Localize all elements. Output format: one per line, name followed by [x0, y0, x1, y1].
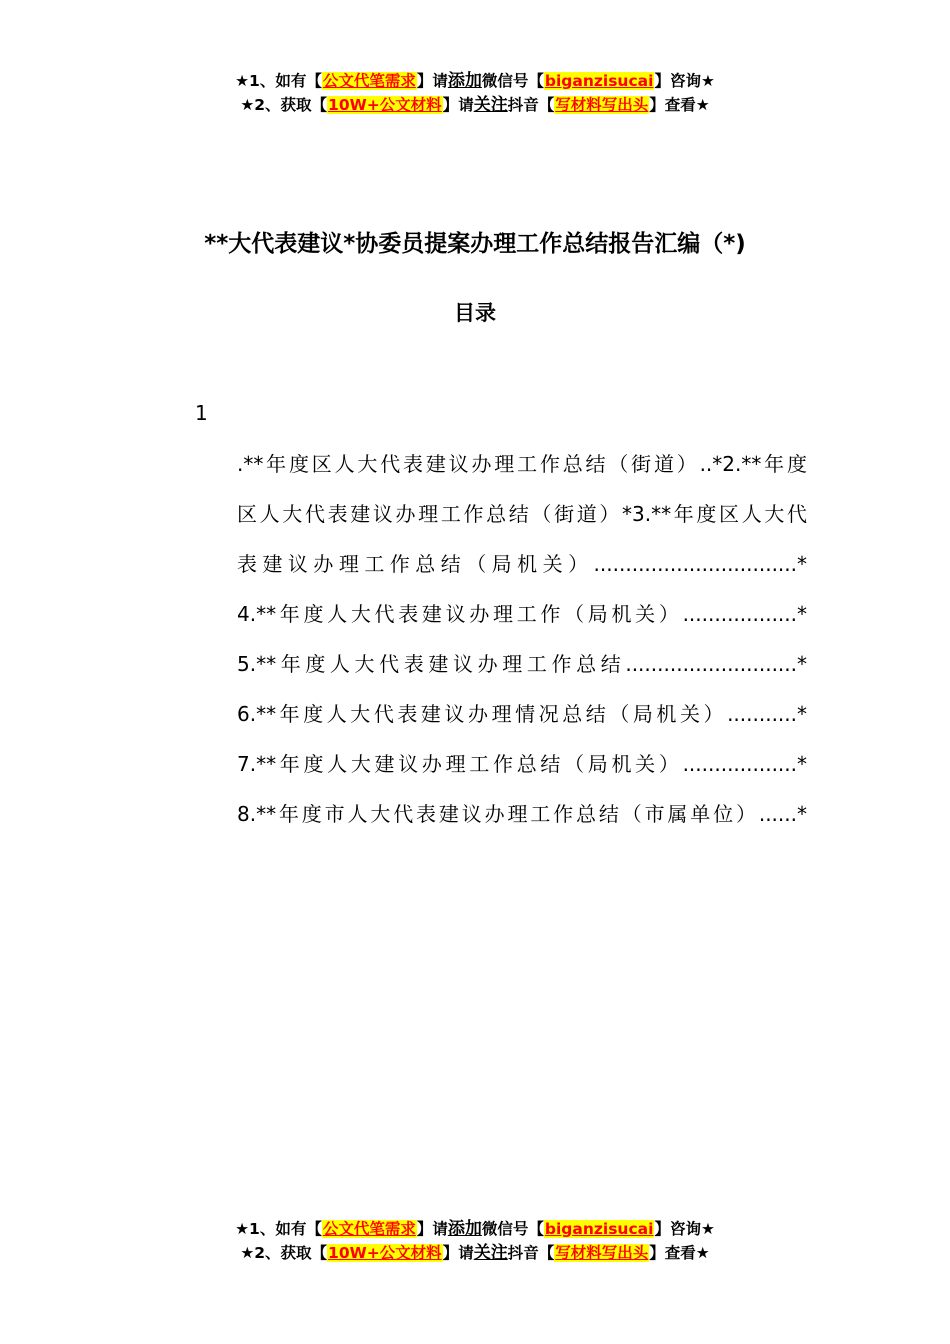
banner-text: 】查看★: [649, 96, 710, 114]
toc-line: 区人大代表建议办理工作总结（街道）*3.**年度区人大代: [237, 502, 807, 526]
toc-line: .**年度区人大代表建议办理工作总结（街道）..*2.**年度: [237, 452, 807, 476]
toc-line: 6.**年度人大代表建议办理情况总结（局机关）...........*: [237, 702, 807, 726]
banner-text: 微信号【: [481, 72, 544, 90]
banner-text: ★2、获取【: [240, 96, 328, 114]
banner-line-2: [0, 93, 950, 117]
banner-line-1: [0, 1217, 950, 1241]
banner-text: 微信号【: [481, 1220, 544, 1238]
toc-line: 7.**年度人大建议办理工作总结（局机关）..................*: [237, 752, 807, 776]
banner-line-1: [0, 69, 950, 93]
emphasis-follow: 关注: [473, 1243, 508, 1263]
toc-line: 表建议办理工作总结（局机关）................................*: [237, 552, 807, 576]
banner-text: 抖音【: [507, 1244, 555, 1262]
highlight-service[interactable]: 公文代笔需求: [322, 72, 416, 90]
highlight-materials[interactable]: 10W+公文材料: [328, 1244, 442, 1262]
banner-line-2: [0, 1241, 950, 1265]
footer-banner: [0, 1217, 950, 1265]
document-title: **大代表建议*协委员提案办理工作总结报告汇编（*): [204, 231, 746, 257]
banner-text: 】查看★: [649, 1244, 710, 1262]
toc-line: 8.**年度市人大代表建议办理工作总结（市属单位）......*: [237, 802, 807, 826]
emphasis-add: 添加: [447, 71, 482, 91]
banner-text: 】请: [416, 1220, 448, 1238]
banner-text: 】请: [416, 72, 448, 90]
emphasis-add: 添加: [447, 1219, 482, 1239]
banner-text: 】请: [442, 96, 474, 114]
toc-heading: 目录: [454, 301, 496, 325]
banner-text: 】咨询★: [654, 72, 715, 90]
banner-text: 】请: [442, 1244, 474, 1262]
banner-text: ★1、如有【: [235, 72, 322, 90]
banner-text: ★2、获取【: [240, 1244, 328, 1262]
highlight-douyin-account[interactable]: 写材料写出头: [555, 96, 649, 114]
emphasis-follow: 关注: [473, 95, 508, 115]
header-banner: [0, 69, 950, 117]
highlight-wechat-id[interactable]: biganzisucai: [544, 72, 654, 90]
toc-line: 5.**年度人大代表建议办理工作总结...........................*: [237, 652, 807, 676]
banner-text: 抖音【: [507, 96, 555, 114]
highlight-service[interactable]: 公文代笔需求: [322, 1220, 416, 1238]
toc-line: 4.**年度人大代表建议办理工作（局机关）..................*: [237, 602, 807, 626]
toc-number: 1: [195, 401, 208, 425]
highlight-wechat-id[interactable]: biganzisucai: [544, 1220, 654, 1238]
banner-text: 】咨询★: [654, 1220, 715, 1238]
highlight-douyin-account[interactable]: 写材料写出头: [555, 1244, 649, 1262]
highlight-materials[interactable]: 10W+公文材料: [328, 96, 442, 114]
banner-text: ★1、如有【: [235, 1220, 322, 1238]
